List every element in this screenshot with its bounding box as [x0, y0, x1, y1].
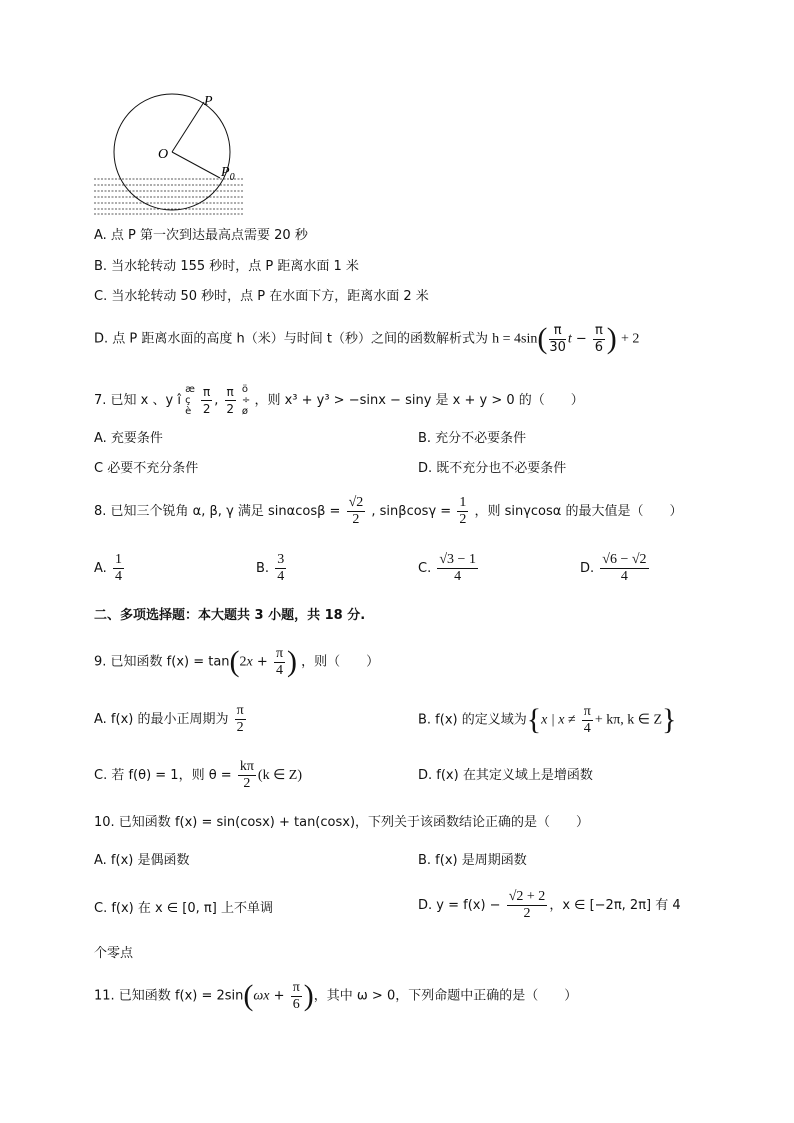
q6-option-b: B. 当水轮转动 155 秒时，点 P 距离水面 1 米: [94, 259, 359, 274]
q7-option-d: D. 既不充分也不必要条件: [418, 461, 567, 476]
water-lines: [94, 179, 244, 214]
radius-op: [172, 102, 204, 152]
q7-option-b: B. 充分不必要条件: [418, 431, 527, 446]
q7-option-c: C 必要不充分条件: [94, 461, 199, 476]
section-heading-multi-choice: 二、多项选择题：本大题共 3 小题，共 18 分.: [94, 608, 366, 623]
q9-stem-post: ，则（ ）: [301, 654, 380, 670]
q7-garbled-bracket-left: æ ç è: [185, 384, 195, 417]
q6-d-formula-pre: h = 4sin: [492, 331, 538, 347]
q9-option-a: A. f(x) 的最小正周期为 $\frac{\pi}{2}$: [94, 703, 244, 735]
q8-stem-pre: 8. 已知三个锐角 α, β, γ 满足 sinαcosβ =: [94, 504, 341, 519]
q8-stem-post: ，则 sinγcosα 的最大值是（ ）: [474, 504, 683, 519]
q9-stem: 9. 已知函数 f(x) = tan(2x + $\frac{\pi}{4}$ ) ，则（ ）: [94, 645, 380, 678]
q10-option-d: D. y = f(x) − $\frac{√2 + 2}{2}$ ，x ∈ [−2π, 2π] 有 4: [418, 889, 681, 921]
q7-stem-mid: ，则 x³ + y³ > −sinx − siny 是 x + y > 0 的（ ）: [254, 393, 584, 408]
q9-option-d: D. f(x) 在其定义域上是增函数: [418, 768, 593, 783]
label-p0: $P_0$: [221, 165, 235, 183]
q6-d-text: D. 点 P 距离水面的高度 h（米）与时间 t（秒）之间的函数解析式为: [94, 331, 488, 347]
q6-d-frac-2: $\frac{\pi}{6}$: [594, 322, 604, 355]
q8-frac-1-2: $\frac{1}{2}$: [459, 495, 467, 527]
water-wheel-diagram: [92, 88, 252, 218]
label-p: P: [204, 94, 213, 109]
q6-d-rparen: ): [606, 322, 617, 355]
q7-frac-1: $\frac{\pi}{2}$: [202, 385, 211, 416]
q7-frac-2: $\frac{\pi}{2}$: [226, 385, 234, 416]
q11-stem: 11. 已知函数 f(x) = 2sin(ωx + $\frac{\pi}{6}$ )，其中 ω > 0，下列命题中正确的是（ ）: [94, 979, 578, 1012]
q8-option-a: A. $\frac{1}{4}$: [94, 552, 122, 584]
q8-option-c: C. $\frac{√3 - 1}{4}$: [418, 552, 476, 584]
q7-option-a: A. 充要条件: [94, 431, 163, 446]
q10-option-a: A. f(x) 是偶函数: [94, 853, 190, 868]
q8-option-d: D. $\frac{√6 - √2}{4}$: [580, 552, 647, 584]
q10-option-c: C. f(x) 在 x ∈ [0, π] 上不单调: [94, 901, 273, 916]
q8-stem: [94, 494, 682, 530]
q6-option-d: D. 点 P 距离水面的高度 h（米）与时间 t（秒）之间的函数解析式为 h = 4sin( $\frac{\pi}{30}$ t − $\frac{\pi}{6}$ ) + 2: [94, 322, 640, 355]
q6-d-formula-post: + 2: [620, 331, 640, 347]
q9-option-b: B. f(x) 的定义域为{x | x ≠ $\frac{\pi}{4}$ + kπ, k ∈ Z}: [418, 703, 677, 736]
q6-option-c: C. 当水轮转动 50 秒时，点 P 在水面下方，距离水面 2 米: [94, 289, 429, 304]
q6-d-lparen: (: [537, 322, 548, 355]
q7-stem-pre: 7. 已知 x 、y î: [94, 393, 181, 408]
q7-stem: 7. 已知 x 、y î æ ç è $\frac{\pi}{2}$ , $\frac{\pi}{2}$ ö ÷ ø ，则 x³ + y³ > −sinx − siny 是 x + y > 0 的（ ）: [94, 384, 584, 417]
q10-option-b: B. f(x) 是周期函数: [418, 853, 527, 868]
q8-stem-mid: , sinβcosγ =: [371, 504, 452, 519]
q10-stem: 10. 已知函数 f(x) = sin(cosx) + tan(cosx)，下列关于该函数结论正确的是（ ）: [94, 815, 590, 830]
water-wheel-figure: [92, 88, 252, 218]
q9-stem-pre: 9. 已知函数 f(x) = tan: [94, 654, 230, 670]
q6-d-frac-1: $\frac{\pi}{30}$: [549, 322, 566, 355]
q7-garbled-bracket-right: ö ÷ ø: [241, 384, 251, 417]
q6-option-a: A. 点 P 第一次到达最高点需要 20 秒: [94, 228, 308, 243]
radius-op0: [172, 152, 220, 178]
label-o: O: [158, 147, 169, 162]
q8-frac-sqrt2-2: $\frac{√2}{2}$: [348, 495, 364, 527]
q10-option-d-continued: 个零点: [94, 946, 134, 961]
q8-option-b: B. $\frac{3}{4}$: [256, 552, 285, 584]
q9-option-c: C. 若 f(θ) = 1，则 θ = $\frac{k\pi}{2}$ (k ∈ Z): [94, 759, 302, 791]
